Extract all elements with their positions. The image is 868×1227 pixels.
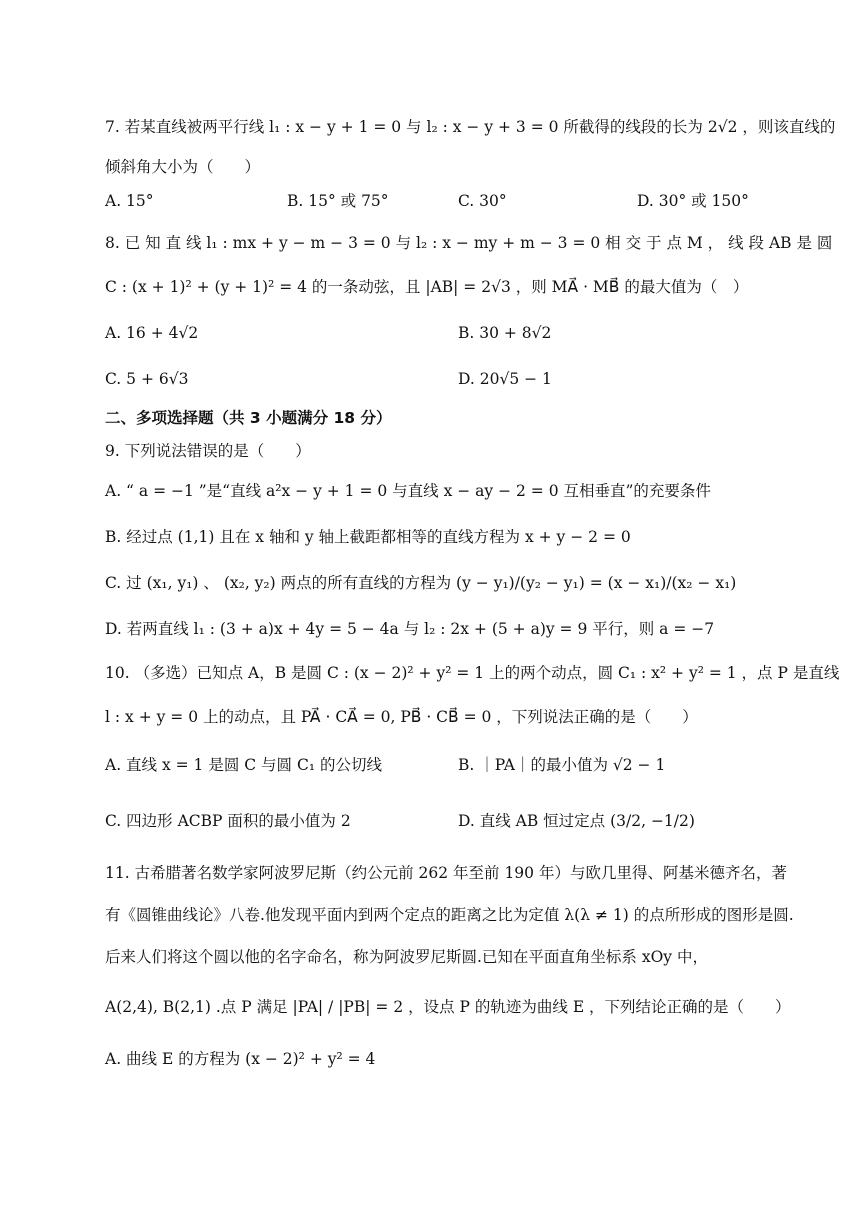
q11-stem-line1: 11. 古希腊著名数学家阿波罗尼斯（约公元前 262 年至前 190 年）与欧几里得、阿基米德齐名，著 xyxy=(105,864,787,882)
q11-stem-line2: 有《圆锥曲线论》八卷.他发现平面内到两个定点的距离之比为定值 λ(λ ≠ 1) 的点所形成的图形是圆. xyxy=(105,906,794,924)
q11-option-a: A. 曲线 E 的方程为 (x − 2)² + y² = 4 xyxy=(105,1050,376,1068)
q7-option-d: D. 30° 或 150° xyxy=(637,192,749,210)
q7-option-c: C. 30° xyxy=(458,192,507,210)
q9-stem: 9. 下列说法错误的是（ ） xyxy=(105,442,311,460)
q11-stem-line3: 后来人们将这个圆以他的名字命名，称为阿波罗尼斯圆.已知在平面直角坐标系 xOy 中， xyxy=(105,948,708,966)
q9-option-c: C. 过 (x₁, y₁) 、 (x₂, y₂) 两点的所有直线的方程为 (y − y₁)/(y₂ − y₁) = (x − x₁)/(x₂ − x₁) xyxy=(105,574,737,592)
q9-option-b: B. 经过点 (1,1) 且在 x 轴和 y 轴上截距都相等的直线方程为 x + y − 2 = 0 xyxy=(105,528,631,546)
q9-option-a: A. “ a = −1 ”是“直线 a²x − y + 1 = 0 与直线 x − ay − 2 = 0 互相垂直”的充要条件 xyxy=(105,482,711,500)
q8-stem-line1: 8. 已 知 直 线 l₁ : mx + y − m − 3 = 0 与 l₂ : x − my + m − 3 = 0 相 交 于 点 M ， 线 段 AB 是 圆 xyxy=(105,234,833,252)
q8-option-b: B. 30 + 8√2 xyxy=(458,324,552,342)
q10-option-a: A. 直线 x = 1 是圆 C 与圆 C₁ 的公切线 xyxy=(105,756,382,774)
q7-option-b: B. 15° 或 75° xyxy=(287,192,389,210)
q10-option-d: D. 直线 AB 恒过定点 (3/2, −1/2) xyxy=(458,812,695,830)
q10-stem-line2: l : x + y = 0 上的动点，且 PA⃗ · CA⃗ = 0, PB⃗ · CB⃗ = 0 ，下列说法正确的是（ ） xyxy=(105,708,698,726)
q11-stem-line4: A(2,4), B(2,1) .点 P 满足 |PA| / |PB| = 2 ，设点 P 的轨迹为曲线 E ，下列结论正确的是（ ） xyxy=(105,998,791,1016)
q8-option-c: C. 5 + 6√3 xyxy=(105,370,189,388)
q7-option-a: A. 15° xyxy=(105,192,154,210)
q7-stem-line2: 倾斜角大小为（ ） xyxy=(105,158,261,176)
q8-option-d: D. 20√5 − 1 xyxy=(458,370,552,388)
q10-stem-line1: 10. （多选）已知点 A，B 是圆 C : (x − 2)² + y² = 1 上的两个动点，圆 C₁ : x² + y² = 1 ，点 P 是直线 xyxy=(105,664,840,682)
q7-stem-line1: 7. 若某直线被两平行线 l₁ : x − y + 1 = 0 与 l₂ : x − y + 3 = 0 所截得的线段的长为 2√2 ，则该直线的 xyxy=(105,118,836,136)
q10-option-c: C. 四边形 ACBP 面积的最小值为 2 xyxy=(105,812,351,830)
section-title: 二、多项选择题（共 3 小题满分 18 分） xyxy=(105,409,392,427)
q9-option-d: D. 若两直线 l₁ : (3 + a)x + 4y = 5 − 4a 与 l₂ : 2x + (5 + a)y = 9 平行，则 a = −7 xyxy=(105,620,715,638)
q8-option-a: A. 16 + 4√2 xyxy=(105,324,199,342)
q8-stem-line2: C : (x + 1)² + (y + 1)² = 4 的一条动弦，且 |AB| = 2√3 ，则 MA⃗ · MB⃗ 的最大值为（ ） xyxy=(105,278,749,296)
q10-option-b: B. ｜PA｜的最小值为 √2 − 1 xyxy=(458,756,666,774)
